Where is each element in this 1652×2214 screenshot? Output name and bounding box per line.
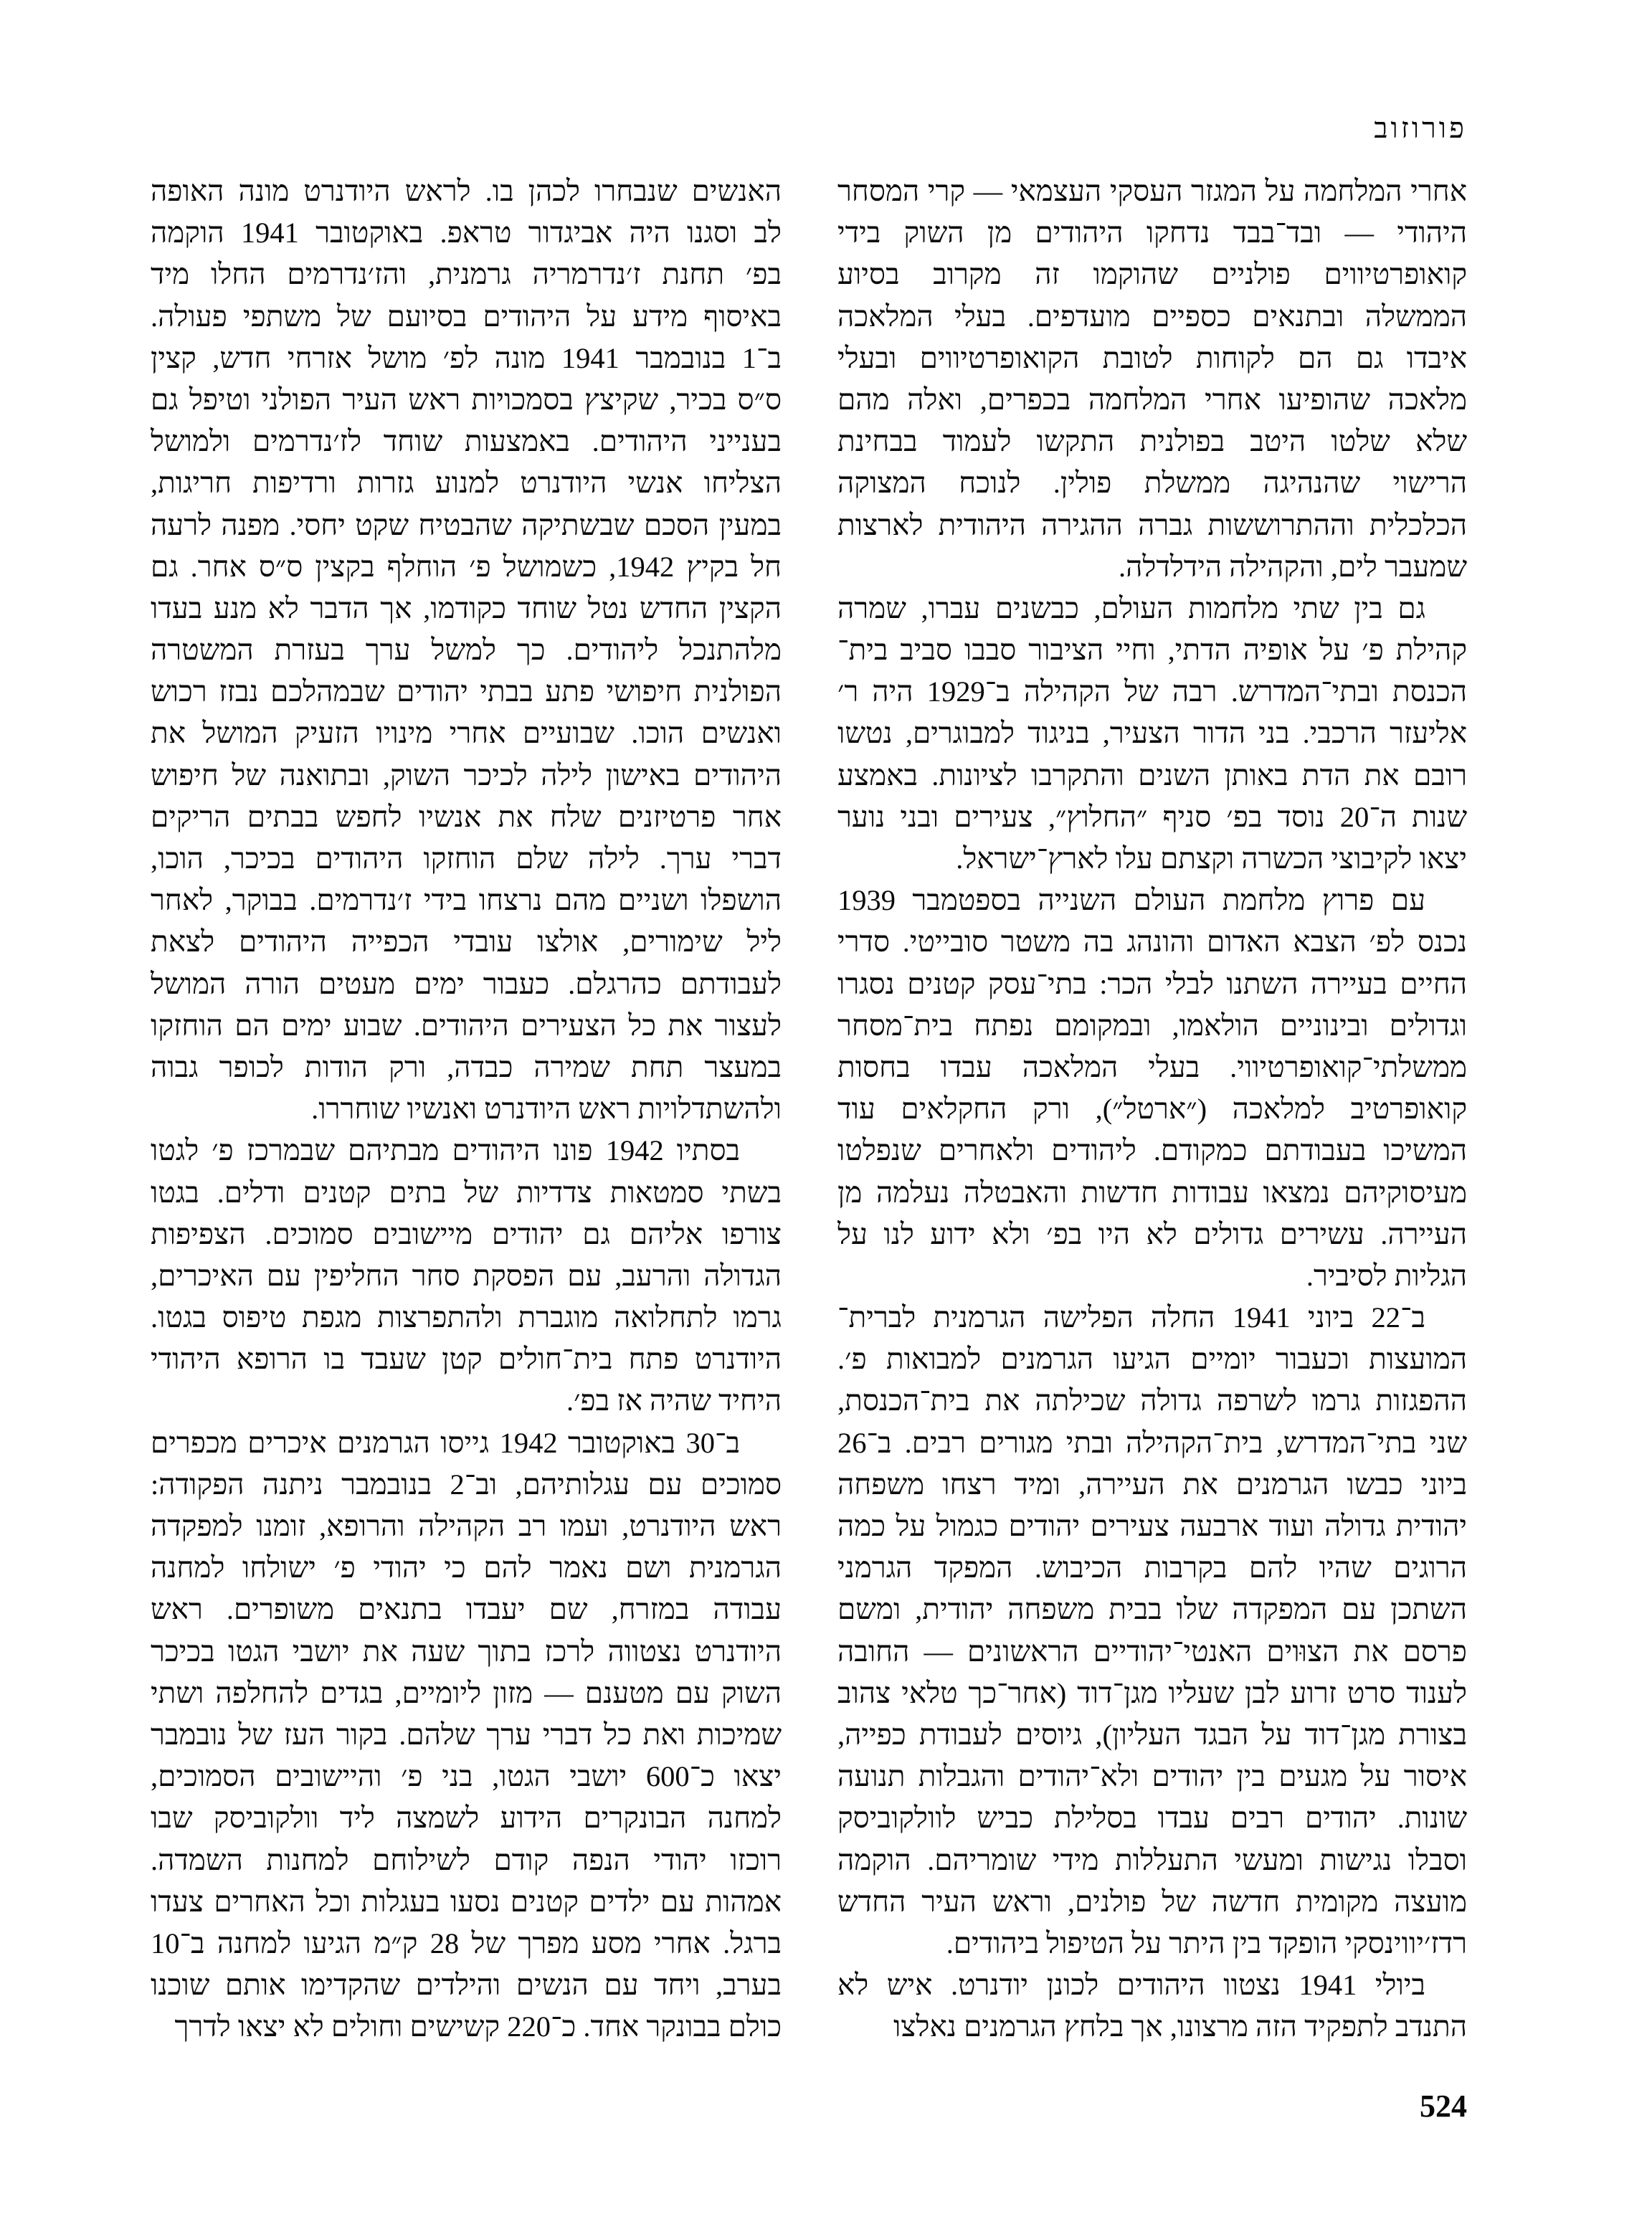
paragraph — [151, 1130, 782, 1422]
text-line: היהודי — ובד־בבד נדחקו היהודים מן השוק בידי — [837, 217, 1467, 250]
text-line: הכלכלית וההתרוששות גברה ההגירה היהודית לארצות — [837, 508, 1467, 541]
paragraph — [151, 171, 782, 1130]
text-line: רדז׳יווינסקי הופקד בין היתר על הטיפול ביהודים. — [946, 1926, 1467, 1959]
text-line: השתכן עם המפקדה שלו בבית משפחה יהודית, ומשם — [837, 1593, 1467, 1626]
text-line: יצאו כ־600 יושבי הגטו, בני פ׳ והיישובים הסמוכים, — [151, 1760, 782, 1793]
text-line: וסבלו נגישות ומעשי התעללות מידי שומריהם. הוקמה — [837, 1843, 1467, 1876]
text-line: הרישוי שהנהיגה ממשלת פולין. לנוכח המצוקה — [837, 467, 1467, 500]
text-column-left — [151, 171, 782, 2048]
text-line: הפולנית חיפושי פתע בבתי יהודים שבמהלכם נבזז רכוש — [151, 675, 782, 708]
text-line: לעבודתם כהרגלם. כעבור ימים מעטים הורה המושל — [151, 967, 782, 1000]
text-line: ברגל. אחרי מסע מפרך של 28 ק״מ הגיעו למחנה ב־10 — [151, 1926, 782, 1959]
text-line: בערב, ויחד עם הנשים והילדים שהקדימו אותם שוכנו — [151, 1969, 782, 2002]
paragraph — [837, 1297, 1467, 1964]
text-line: קהילת פ׳ על אופיה הדתי, וחיי הציבור סבבו סביב בית־ — [837, 634, 1467, 667]
text-line: ממשלתי־קואופרטיווי. בעלי המלאכה עבדו בחסות — [837, 1050, 1467, 1083]
text-line: חל בקיץ 1942, כשמושל פ׳ הוחלף בקצין ס״ס אחר. גם — [151, 550, 782, 583]
text-line: אחר פרטיזנים שלח את אנשיו לחפש בבתים הריקים — [151, 800, 782, 833]
text-line: שנות ה־20 נוסד בפ׳ סניף ״החלוץ״, צעירים ובני נוער — [837, 800, 1467, 833]
text-line: מלאכה שהופיעו אחרי המלחמה בכפרים, ואלה מהם — [837, 383, 1467, 416]
text-line: גרמו לתחלואה מוגברת ולהתפרצות מגפת טיפוס בגטו. — [151, 1301, 782, 1334]
text-line: רוכזו יהודי הנפה קודם לשילוחם למחנות השמדה. — [151, 1843, 782, 1876]
text-line: מועצה מקומית חדשה של פולנים, וראש העיר החדש — [837, 1885, 1467, 1918]
paragraph — [151, 1422, 782, 2048]
text-line: ואנשים הוכו. שבועיים אחרי מינויו הזעיק המושל את — [151, 717, 782, 750]
text-line: באיסוף מידע על היהודים בסיועם של משתפי פעולה. — [151, 300, 782, 333]
text-line: אליעזר הרכבי. בני הדור הצעיר, בניגוד למבוגרים, נטשו — [837, 717, 1467, 750]
text-line: שמיכות ואת כל דברי ערך שלהם. בקור העז של נובמבר — [151, 1718, 782, 1751]
text-line: עם פרוץ מלחמת העולם השנייה בספטמבר 1939 — [837, 884, 1425, 917]
text-column-right — [837, 171, 1467, 2048]
text-line: הושפלו ושניים מהם נרצחו בידי ז׳נדרמים. בבוקר, לאחר — [151, 884, 782, 917]
text-line: הגדולה והרעב, עם הפסקת סחר החליפין עם האיכרים, — [151, 1259, 782, 1292]
text-line: רובם את הדת באותן השנים והתקרבו לציונות. באמצע — [837, 759, 1467, 792]
text-line: היחיד שהיה אז בפ׳. — [566, 1384, 782, 1417]
text-line: ס״ס בכיר, שקיצץ בסמכויות ראש העיר הפולני וטיפל גם — [151, 383, 782, 416]
text-line: עבודה במזרח, שם יעבדו בתנאים משופרים. ראש — [151, 1593, 782, 1626]
text-line: שונות. יהודים רבים עבדו בסלילת כביש לוולקוביסק — [837, 1802, 1467, 1835]
text-line: העיירה. עשירים גדולים לא היו בפ׳ ולא ידוע לנו על — [837, 1217, 1467, 1250]
text-line: ב־1 בנובמבר 1941 מונה לפ׳ מושל אזרחי חדש, קצין — [151, 341, 782, 374]
text-line: סמוכים עם עגלותיהם, וב־2 בנובמבר ניתנה הפקודה: — [151, 1468, 782, 1501]
text-line: הגרמנית ושם נאמר להם כי יהודי פ׳ ישולחו למחנה — [151, 1552, 782, 1585]
paragraph — [837, 171, 1467, 588]
text-line: איסור על מגעים בין יהודים ולא־יהודים והגבלות תנועה — [837, 1760, 1467, 1793]
text-line: ביוני כבשו הגרמנים את העיירה, ומיד רצחו משפחה — [837, 1468, 1467, 1501]
text-line: ליל שימורים, אולצו עובדי הכפייה היהודים לצאת — [151, 926, 782, 959]
running-header: פורוזוב — [1374, 112, 1467, 144]
text-line: ההפגזות גרמו לשרפה גדולה שכילתה את בית־הכנסת, — [837, 1384, 1467, 1417]
text-line: מעיסוקיהם נמצאו עבודות חדשות והאבטלה נעלמה מן — [837, 1176, 1467, 1209]
paragraph — [837, 588, 1467, 880]
text-line: הרוגים שהיו להם בקרבות הכיבוש. המפקד הגרמני — [837, 1552, 1467, 1585]
text-line: לעצור את כל הצעירים היהודים. שבוע ימים הם הוחזקו — [151, 1009, 782, 1042]
text-line: מלהתנכל ליהודים. כך למשל ערך בעזרת המשטרה — [151, 634, 782, 667]
text-line: השוק עם מטענם — מזון ליומיים, בגדים להחלפה ושתי — [151, 1676, 782, 1709]
text-line: היהודים באישון לילה לכיכר השוק, ובתואנה של חיפוש — [151, 759, 782, 792]
text-line: הגליות לסיביר. — [1306, 1259, 1467, 1292]
text-line: ב־30 באוקטובר 1942 גייסו הגרמנים איכרים מכפרים — [151, 1426, 740, 1459]
text-line: ראש היודנרט, ועמו רב הקהילה והרופא, זומנו למפקדה — [151, 1510, 782, 1542]
text-line: דברי ערך. לילה שלם הוחזקו היהודים בכיכר, הוכו, — [151, 842, 782, 875]
text-line: שלא שלטו היטב בפולנית התקשו לעמוד בבחינת — [837, 425, 1467, 458]
text-line: במעצר תחת שמירה כבדה, ורק הודות לכופר גבוה — [151, 1050, 782, 1083]
text-line: כולם בבונקר אחד. כ־220 קשישים וחולים לא יצאו לדרך — [174, 2010, 782, 2043]
text-line: בשתי סמטאות צדדיות של בתים קטנים ודלים. בגטו — [151, 1176, 782, 1209]
text-line: למחנה הבונקרים הידוע לשמצה ליד וולקוביסק שבו — [151, 1802, 782, 1835]
text-line: האנשים שנבחרו לכהן בו. לראש היודנרט מונה האופה — [151, 175, 782, 207]
text-line: קואופרטיב למלאכה (״ארטל״), ורק החקלאים עוד — [837, 1093, 1467, 1126]
text-line: שני בתי־המדרש, בית־הקהילה ובתי מגורים רבים. ב־26 — [837, 1426, 1467, 1459]
text-line: קואופרטיווים פולניים שהוקמו זה מקרוב בסיוע — [837, 258, 1467, 291]
text-line: הכנסת ובתי־המדרש. רבה של הקהילה ב־1929 היה ר׳ — [837, 675, 1467, 708]
text-line: התנדב לתפקיד הזה מרצונו, אך בלחץ הגרמנים נאלצו — [893, 2010, 1467, 2043]
text-line: הקצין החדש נטל שוחד כקודמו, אך הדבר לא מנע בעדו — [151, 591, 782, 624]
paragraph — [837, 880, 1467, 1297]
text-line: לב וסגנו היה אביגדור טראפ. באוקטובר 1941 הוקמה — [151, 217, 782, 250]
text-line: ביולי 1941 נצטוו היהודים לכונן יודנרט. איש לא — [837, 1969, 1425, 2002]
text-line: החיים בעיירה השתנו לבלי הכר: בתי־עסק קטנים נסגרו — [837, 967, 1467, 1000]
text-line: יהודית גדולה ועוד ארבעה צעירים יהודים כגמול על כמה — [837, 1510, 1467, 1542]
text-line: איבדו גם הם לקוחות לטובת הקואופרטיווים ובעלי — [837, 341, 1467, 374]
text-line: ולהשתדלויות ראש היודנרט ואנשיו שוחררו. — [311, 1093, 782, 1126]
text-line: בסתיו 1942 פונו היהודים מבתיהם שבמרכז פ׳ לגטו — [151, 1134, 740, 1167]
text-line: בענייני היהודים. באמצעות שוחד לז׳נדרמים ולמושל — [151, 425, 782, 458]
text-line: המועצות וכעבור יומיים הגיעו הגרמנים למבואות פ׳. — [837, 1343, 1467, 1376]
text-line: וגדולים ובינוניים הולאמו, ובמקומם נפתח בית־מסחר — [837, 1009, 1467, 1042]
text-line: אמהות עם ילדים קטנים נסעו בעגלות וכל האחרים צעדו — [151, 1885, 782, 1918]
text-line: הצליחו אנשי היודנרט למנוע גזרות ורדיפות חריגות, — [151, 467, 782, 500]
text-line: בפ׳ תחנת ז׳נדרמריה גרמנית, והז׳נדרמים החלו מיד — [151, 258, 782, 291]
paragraph — [837, 1964, 1467, 2048]
text-line: היודנרט נצטווה לרכז בתוך שעה את יושבי הגטו בכיכר — [151, 1635, 782, 1668]
text-line: הממשלה ובתנאים כספיים מועדפים. בעלי המלאכה — [837, 300, 1467, 333]
text-line: המשיכו בעבודתם כמקודם. ליהודים ולאחרים שנפלטו — [837, 1134, 1467, 1167]
text-line: ב־22 ביוני 1941 החלה הפלישה הגרמנית לברית־ — [837, 1301, 1426, 1334]
text-line: שמעבר לים, והקהילה הידלדלה. — [1118, 550, 1467, 583]
text-line: גם בין שתי מלחמות העולם, כבשנים עברו, שמרה — [837, 591, 1425, 624]
text-line: במעין הסכם שבשתיקה שהבטיח שקט יחסי. מפנה לרעה — [151, 508, 782, 541]
text-line: יצאו לקיבוצי הכשרה וקצתם עלו לארץ־ישראל. — [956, 842, 1467, 875]
text-line: אחרי המלחמה על המגזר העסקי העצמאי — קרי המסחר — [837, 175, 1467, 207]
text-line: נכנס לפ׳ הצבא האדום והונהג בה משטר סובייטי. סדרי — [837, 926, 1467, 959]
text-line: בצורת מגן־דוד על הבגד העליון), גיוסים לעבודת כפייה, — [837, 1718, 1467, 1751]
text-line: פרסם את הצוּוים האנטי־יהודיים הראשונים — החובה — [837, 1635, 1467, 1668]
text-line: צורפו אליהם גם יהודים מיישובים סמוכים. הצפיפות — [151, 1217, 782, 1250]
text-line: לענוד סרט זרוע לבן שעליו מגן־דוד (אחר־כך טלאי צהוב — [837, 1676, 1467, 1709]
page-number: 524 — [1420, 2089, 1467, 2124]
text-line: היודנרט פתח בית־חולים קטן שעבד בו הרופא היהודי — [151, 1343, 782, 1376]
